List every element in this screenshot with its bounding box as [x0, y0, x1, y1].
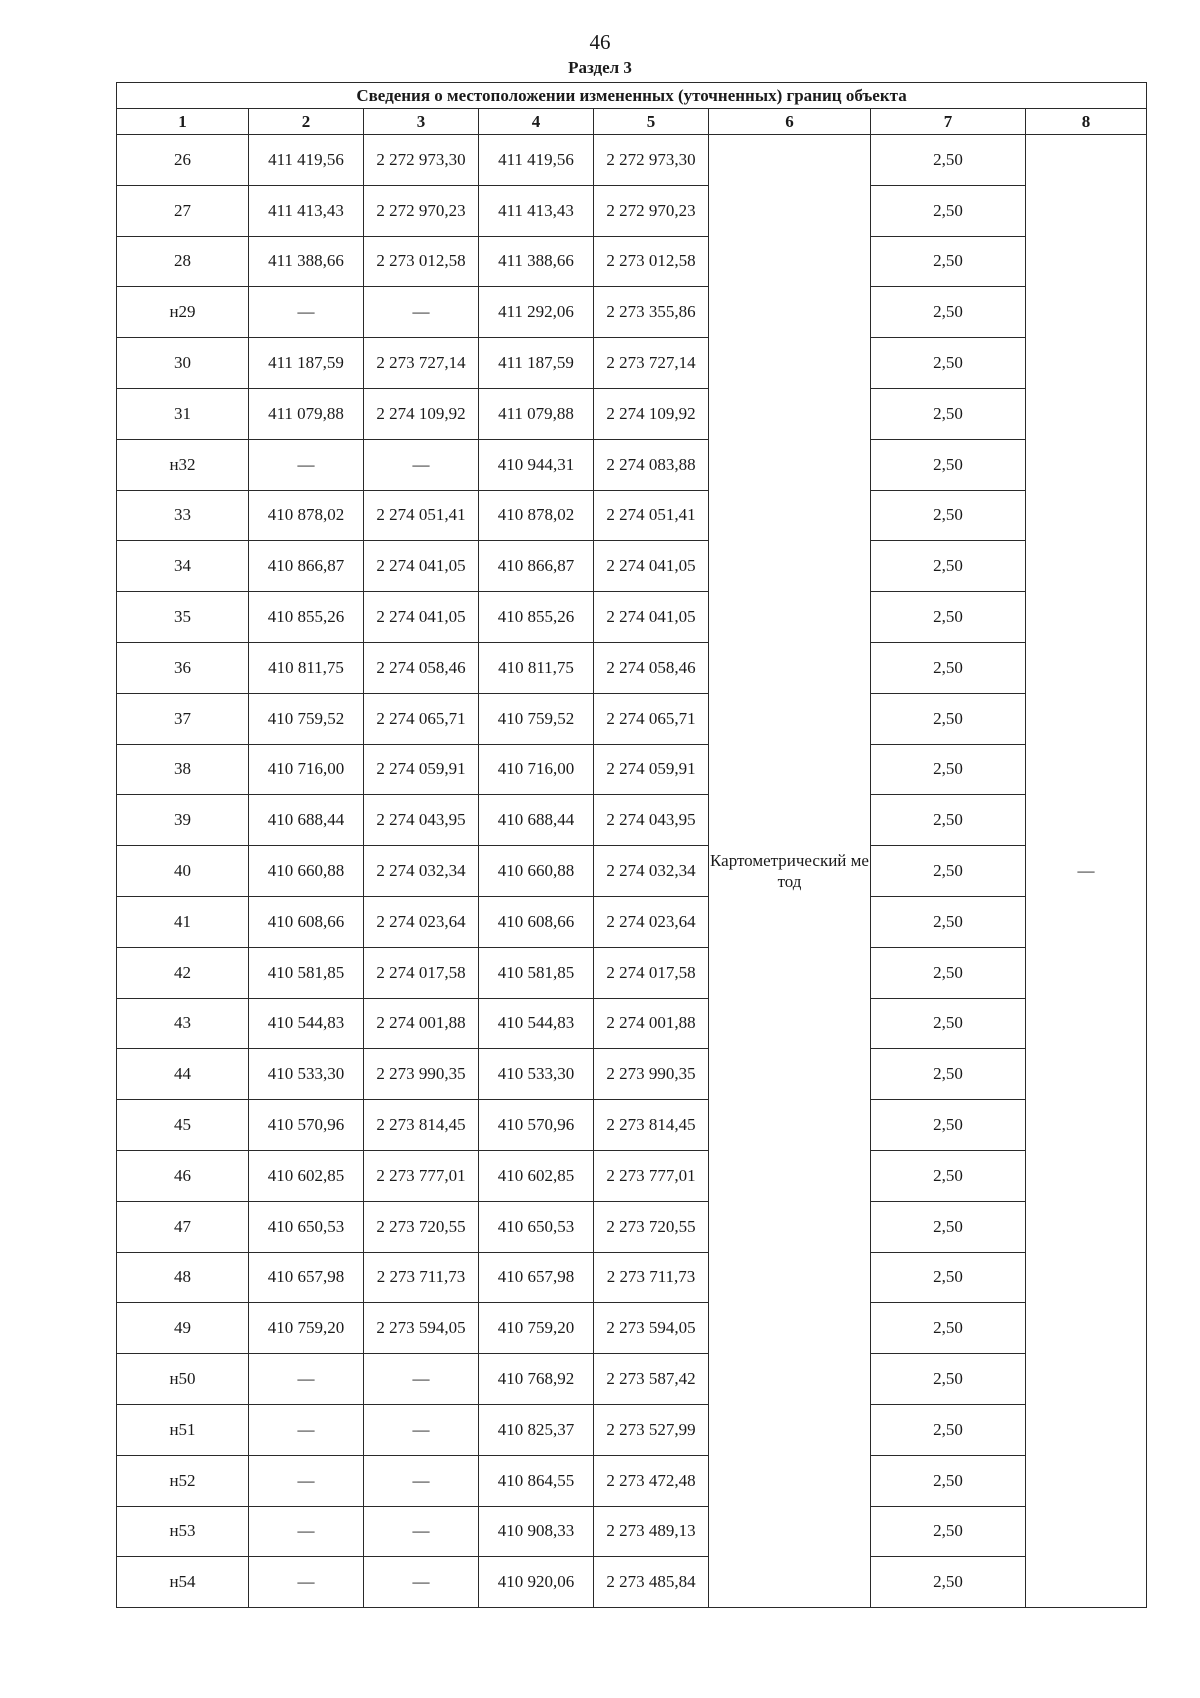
precision-cell: 2,50	[871, 846, 1026, 897]
column-number-7: 7	[871, 109, 1026, 135]
refined-x-cell: 410 544,83	[479, 998, 594, 1049]
point-number-cell: 26	[117, 135, 249, 186]
point-number-cell: 40	[117, 846, 249, 897]
precision-cell: 2,50	[871, 896, 1026, 947]
existing-x-cell: 410 759,20	[249, 1303, 364, 1354]
existing-x-cell: 410 866,87	[249, 541, 364, 592]
existing-y-cell: 2 274 059,91	[364, 744, 479, 795]
refined-x-cell: 410 864,55	[479, 1455, 594, 1506]
table-caption: Сведения о местоположении измененных (уточненных) границ объекта	[117, 83, 1147, 109]
existing-y-cell: 2 273 711,73	[364, 1252, 479, 1303]
point-number-cell: 34	[117, 541, 249, 592]
existing-y-cell: —	[364, 1354, 479, 1405]
precision-cell: 2,50	[871, 693, 1026, 744]
refined-y-cell: 2 274 083,88	[594, 439, 709, 490]
table-row	[117, 1150, 1147, 1201]
refined-y-cell: 2 273 355,86	[594, 287, 709, 338]
existing-x-cell: 411 079,88	[249, 388, 364, 439]
existing-y-cell: 2 274 001,88	[364, 998, 479, 1049]
refined-x-cell: 410 825,37	[479, 1404, 594, 1455]
refined-x-cell: 410 908,33	[479, 1506, 594, 1557]
column-8-cell: —	[1026, 135, 1147, 1608]
point-number-cell: н52	[117, 1455, 249, 1506]
precision-cell: 2,50	[871, 1100, 1026, 1151]
table-row	[117, 693, 1147, 744]
refined-x-cell: 411 187,59	[479, 338, 594, 389]
table-row	[117, 1354, 1147, 1405]
table-row	[117, 1100, 1147, 1151]
existing-x-cell: 410 688,44	[249, 795, 364, 846]
existing-x-cell: 410 581,85	[249, 947, 364, 998]
refined-y-cell: 2 274 043,95	[594, 795, 709, 846]
existing-y-cell: 2 272 970,23	[364, 185, 479, 236]
point-number-cell: 27	[117, 185, 249, 236]
refined-y-cell: 2 274 032,34	[594, 846, 709, 897]
refined-y-cell: 2 273 012,58	[594, 236, 709, 287]
refined-y-cell: 2 273 711,73	[594, 1252, 709, 1303]
existing-x-cell: 410 533,30	[249, 1049, 364, 1100]
table-row	[117, 439, 1147, 490]
boundary-coordinates-table	[116, 82, 1147, 1608]
table-row	[117, 338, 1147, 389]
existing-y-cell: 2 274 109,92	[364, 388, 479, 439]
point-number-cell: 47	[117, 1201, 249, 1252]
refined-y-cell: 2 273 594,05	[594, 1303, 709, 1354]
existing-y-cell: 2 273 727,14	[364, 338, 479, 389]
precision-cell: 2,50	[871, 592, 1026, 643]
point-number-cell: н53	[117, 1506, 249, 1557]
refined-y-cell: 2 273 777,01	[594, 1150, 709, 1201]
existing-y-cell: 2 274 065,71	[364, 693, 479, 744]
precision-cell: 2,50	[871, 1201, 1026, 1252]
precision-cell: 2,50	[871, 287, 1026, 338]
precision-cell: 2,50	[871, 1303, 1026, 1354]
existing-x-cell: 410 544,83	[249, 998, 364, 1049]
refined-x-cell: 411 292,06	[479, 287, 594, 338]
refined-y-cell: 2 274 059,91	[594, 744, 709, 795]
table-row	[117, 947, 1147, 998]
point-number-cell: 39	[117, 795, 249, 846]
refined-x-cell: 410 944,31	[479, 439, 594, 490]
column-number-8: 8	[1026, 109, 1147, 135]
table-row	[117, 846, 1147, 897]
existing-y-cell: 2 274 017,58	[364, 947, 479, 998]
existing-x-cell: 411 413,43	[249, 185, 364, 236]
refined-y-cell: 2 274 109,92	[594, 388, 709, 439]
table-row	[117, 795, 1147, 846]
existing-y-cell: 2 273 777,01	[364, 1150, 479, 1201]
precision-cell: 2,50	[871, 1557, 1026, 1608]
precision-cell: 2,50	[871, 795, 1026, 846]
precision-cell: 2,50	[871, 135, 1026, 186]
existing-y-cell: 2 273 814,45	[364, 1100, 479, 1151]
column-number-6: 6	[709, 109, 871, 135]
existing-y-cell: 2 274 041,05	[364, 541, 479, 592]
table-row	[117, 388, 1147, 439]
precision-cell: 2,50	[871, 1506, 1026, 1557]
existing-y-cell: —	[364, 1506, 479, 1557]
table-row	[117, 744, 1147, 795]
refined-x-cell: 410 759,52	[479, 693, 594, 744]
existing-x-cell: 410 811,75	[249, 642, 364, 693]
column-number-2: 2	[249, 109, 364, 135]
refined-x-cell: 410 533,30	[479, 1049, 594, 1100]
precision-cell: 2,50	[871, 185, 1026, 236]
precision-cell: 2,50	[871, 1455, 1026, 1506]
refined-x-cell: 411 419,56	[479, 135, 594, 186]
existing-y-cell: —	[364, 1557, 479, 1608]
existing-y-cell: 2 274 041,05	[364, 592, 479, 643]
refined-y-cell: 2 274 023,64	[594, 896, 709, 947]
refined-y-cell: 2 274 017,58	[594, 947, 709, 998]
existing-y-cell: 2 273 012,58	[364, 236, 479, 287]
precision-cell: 2,50	[871, 1354, 1026, 1405]
precision-cell: 2,50	[871, 998, 1026, 1049]
refined-x-cell: 410 570,96	[479, 1100, 594, 1151]
precision-cell: 2,50	[871, 1252, 1026, 1303]
table-row	[117, 1557, 1147, 1608]
point-number-cell: 28	[117, 236, 249, 287]
refined-x-cell: 410 660,88	[479, 846, 594, 897]
existing-x-cell: 410 759,52	[249, 693, 364, 744]
precision-cell: 2,50	[871, 236, 1026, 287]
table-row	[117, 135, 1147, 186]
table-row	[117, 896, 1147, 947]
refined-y-cell: 2 273 489,13	[594, 1506, 709, 1557]
existing-y-cell: —	[364, 287, 479, 338]
existing-y-cell: 2 274 043,95	[364, 795, 479, 846]
refined-x-cell: 410 768,92	[479, 1354, 594, 1405]
table-row	[117, 1455, 1147, 1506]
existing-x-cell: —	[249, 1455, 364, 1506]
point-number-cell: н51	[117, 1404, 249, 1455]
precision-cell: 2,50	[871, 744, 1026, 795]
point-number-cell: 35	[117, 592, 249, 643]
existing-y-cell: 2 274 051,41	[364, 490, 479, 541]
column-number-4: 4	[479, 109, 594, 135]
precision-cell: 2,50	[871, 439, 1026, 490]
precision-cell: 2,50	[871, 388, 1026, 439]
existing-x-cell: 410 855,26	[249, 592, 364, 643]
table-row	[117, 1252, 1147, 1303]
precision-cell: 2,50	[871, 642, 1026, 693]
refined-y-cell: 2 274 051,41	[594, 490, 709, 541]
precision-cell: 2,50	[871, 338, 1026, 389]
existing-y-cell: 2 273 720,55	[364, 1201, 479, 1252]
refined-y-cell: 2 273 472,48	[594, 1455, 709, 1506]
precision-cell: 2,50	[871, 490, 1026, 541]
existing-x-cell: 411 419,56	[249, 135, 364, 186]
existing-y-cell: —	[364, 1455, 479, 1506]
refined-x-cell: 410 878,02	[479, 490, 594, 541]
point-number-cell: 48	[117, 1252, 249, 1303]
table-row	[117, 998, 1147, 1049]
table-row	[117, 1049, 1147, 1100]
table-row	[117, 1404, 1147, 1455]
point-number-cell: 44	[117, 1049, 249, 1100]
point-number-cell: 42	[117, 947, 249, 998]
point-number-cell: 38	[117, 744, 249, 795]
point-number-cell: 43	[117, 998, 249, 1049]
table-row	[117, 541, 1147, 592]
point-number-cell: 31	[117, 388, 249, 439]
refined-y-cell: 2 273 527,99	[594, 1404, 709, 1455]
existing-y-cell: 2 273 594,05	[364, 1303, 479, 1354]
existing-x-cell: 410 608,66	[249, 896, 364, 947]
method-cell: Картометрический метод	[709, 135, 871, 1608]
existing-x-cell: 410 660,88	[249, 846, 364, 897]
existing-x-cell: —	[249, 439, 364, 490]
refined-x-cell: 410 920,06	[479, 1557, 594, 1608]
point-number-cell: 41	[117, 896, 249, 947]
table-body	[117, 135, 1147, 1608]
refined-x-cell: 411 413,43	[479, 185, 594, 236]
refined-x-cell: 410 602,85	[479, 1150, 594, 1201]
point-number-cell: 36	[117, 642, 249, 693]
refined-y-cell: 2 273 720,55	[594, 1201, 709, 1252]
refined-y-cell: 2 274 065,71	[594, 693, 709, 744]
precision-cell: 2,50	[871, 1150, 1026, 1201]
refined-y-cell: 2 273 990,35	[594, 1049, 709, 1100]
refined-x-cell: 411 079,88	[479, 388, 594, 439]
refined-y-cell: 2 274 041,05	[594, 541, 709, 592]
refined-x-cell: 411 388,66	[479, 236, 594, 287]
existing-y-cell: —	[364, 439, 479, 490]
existing-x-cell: 411 187,59	[249, 338, 364, 389]
point-number-cell: 49	[117, 1303, 249, 1354]
refined-x-cell: 410 855,26	[479, 592, 594, 643]
existing-y-cell: 2 272 973,30	[364, 135, 479, 186]
column-number-1: 1	[117, 109, 249, 135]
refined-x-cell: 410 581,85	[479, 947, 594, 998]
table-row	[117, 592, 1147, 643]
table-row	[117, 185, 1147, 236]
refined-x-cell: 410 608,66	[479, 896, 594, 947]
existing-x-cell: 410 878,02	[249, 490, 364, 541]
table-row	[117, 1201, 1147, 1252]
refined-x-cell: 410 811,75	[479, 642, 594, 693]
existing-x-cell: 410 570,96	[249, 1100, 364, 1151]
existing-x-cell: 411 388,66	[249, 236, 364, 287]
precision-cell: 2,50	[871, 1049, 1026, 1100]
existing-x-cell: 410 650,53	[249, 1201, 364, 1252]
table-row	[117, 287, 1147, 338]
precision-cell: 2,50	[871, 947, 1026, 998]
existing-y-cell: —	[364, 1404, 479, 1455]
existing-x-cell: —	[249, 1404, 364, 1455]
refined-y-cell: 2 272 970,23	[594, 185, 709, 236]
existing-x-cell: —	[249, 287, 364, 338]
refined-y-cell: 2 274 058,46	[594, 642, 709, 693]
precision-cell: 2,50	[871, 1404, 1026, 1455]
existing-y-cell: 2 273 990,35	[364, 1049, 479, 1100]
point-number-cell: н50	[117, 1354, 249, 1405]
refined-x-cell: 410 759,20	[479, 1303, 594, 1354]
refined-x-cell: 410 688,44	[479, 795, 594, 846]
refined-y-cell: 2 273 727,14	[594, 338, 709, 389]
existing-y-cell: 2 274 023,64	[364, 896, 479, 947]
column-number-3: 3	[364, 109, 479, 135]
table-row	[117, 1506, 1147, 1557]
point-number-cell: 37	[117, 693, 249, 744]
refined-x-cell: 410 657,98	[479, 1252, 594, 1303]
point-number-cell: 33	[117, 490, 249, 541]
point-number-cell: 46	[117, 1150, 249, 1201]
page-number: 46	[589, 30, 611, 54]
existing-x-cell: —	[249, 1506, 364, 1557]
existing-x-cell: 410 657,98	[249, 1252, 364, 1303]
refined-y-cell: 2 273 814,45	[594, 1100, 709, 1151]
refined-x-cell: 410 866,87	[479, 541, 594, 592]
precision-cell: 2,50	[871, 541, 1026, 592]
table-row	[117, 642, 1147, 693]
existing-x-cell: —	[249, 1354, 364, 1405]
refined-y-cell: 2 273 485,84	[594, 1557, 709, 1608]
refined-y-cell: 2 274 041,05	[594, 592, 709, 643]
point-number-cell: н29	[117, 287, 249, 338]
column-number-5: 5	[594, 109, 709, 135]
column-number-row	[117, 109, 1147, 135]
point-number-cell: 45	[117, 1100, 249, 1151]
refined-x-cell: 410 716,00	[479, 744, 594, 795]
section-title: Раздел 3	[568, 58, 632, 77]
existing-y-cell: 2 274 058,46	[364, 642, 479, 693]
refined-y-cell: 2 273 587,42	[594, 1354, 709, 1405]
point-number-cell: н32	[117, 439, 249, 490]
existing-y-cell: 2 274 032,34	[364, 846, 479, 897]
table-row	[117, 1303, 1147, 1354]
table-row	[117, 236, 1147, 287]
refined-x-cell: 410 650,53	[479, 1201, 594, 1252]
table-row	[117, 490, 1147, 541]
point-number-cell: н54	[117, 1557, 249, 1608]
refined-y-cell: 2 272 973,30	[594, 135, 709, 186]
existing-x-cell: 410 602,85	[249, 1150, 364, 1201]
refined-y-cell: 2 274 001,88	[594, 998, 709, 1049]
existing-x-cell: —	[249, 1557, 364, 1608]
existing-x-cell: 410 716,00	[249, 744, 364, 795]
point-number-cell: 30	[117, 338, 249, 389]
